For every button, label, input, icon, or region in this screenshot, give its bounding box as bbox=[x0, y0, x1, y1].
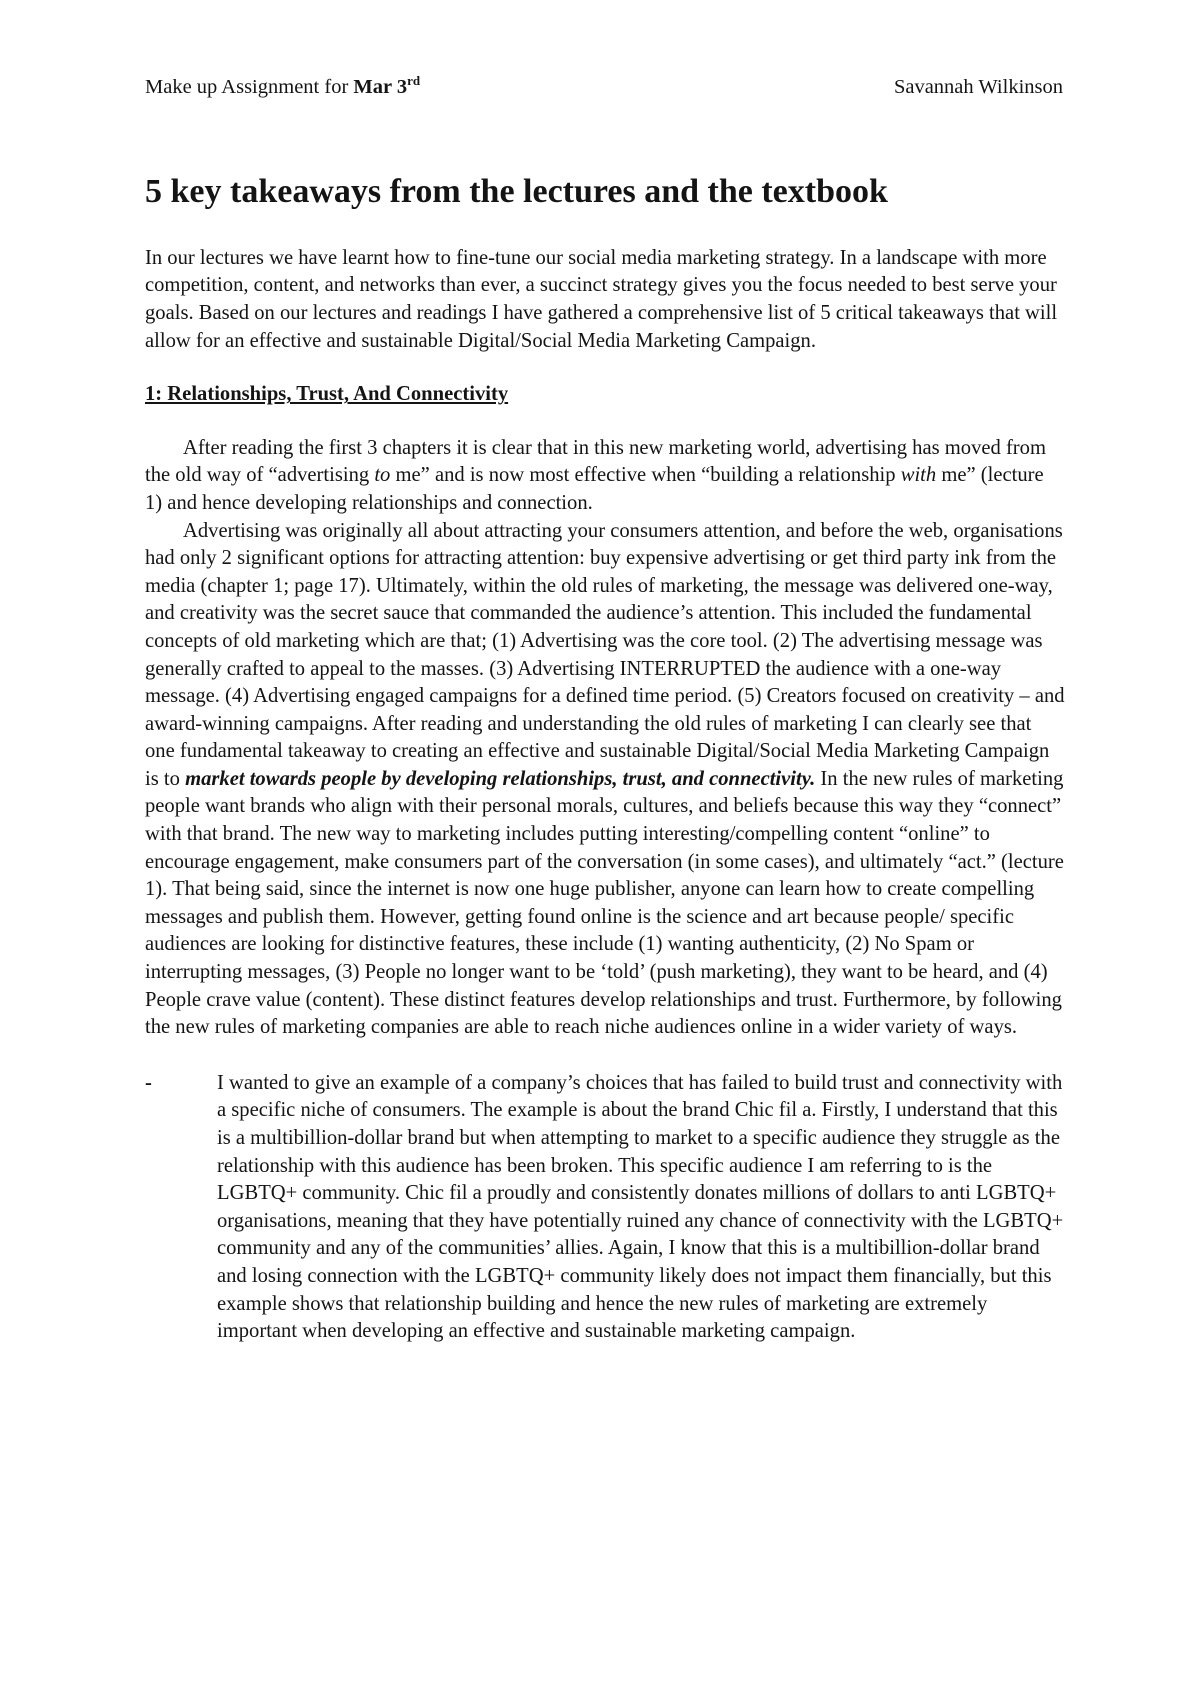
key-takeaway-emphasis: market towards people by developing relationships, trust, and connectivity. bbox=[185, 767, 816, 790]
section-heading: 1: Relationships, Trust, And Connectivity bbox=[145, 383, 509, 406]
author-name: Savannah Wilkinson bbox=[893, 76, 1063, 98]
intro-paragraph: In our lectures we have learnt how to fine-tune our social media marketing strategy. In a landscape with more competition, content, and networks than ever, a succinct strategy gives you the focus needed to best serve your goals. Based on our lectures and readings I have gathered a comprehensive list of 5 critical takeaways that will allow for an effective and sustainable Digital/Social Media Marketing Campaign. bbox=[145, 246, 1058, 352]
date-suffix: rd bbox=[407, 73, 421, 88]
bullet-marker: - bbox=[145, 1071, 152, 1094]
bullet-text: I wanted to give an example of a company’s choices that has failed to build trust and connectivity with a specific niche of consumers. The example is about the brand Chic fil a. Firstly, I understand that this is a multibillion-dollar brand but when attempting to market to a specific audience they struggle as the relationship with this audience has been broken. This specific audience I am referring to is the LGBTQ+ community. Chic fil a proudly and consistently donates millions of dollars to anti LGBTQ+ organisations, meaning that they have potentially ruined any chance of connectivity with the LGBTQ+ community and any of the communities’ allies. Again, I know that this is a multibillion-dollar brand and losing connection with the LGBTQ+ community likely does not impact them financially, but this example shows that relationship building and hence the new rules of marketing are extremely important when developing an effective and sustainable marketing campaign. bbox=[217, 1071, 1064, 1343]
list-item bbox=[145, 1070, 1065, 1346]
assignment-title: Make up Assignment for Mar 3rd bbox=[145, 73, 421, 98]
document-body bbox=[145, 172, 1065, 1346]
page-header bbox=[145, 74, 1063, 98]
body-paragraph-1: After reading the first 3 chapters it is clear that in this new marketing world, advertising has moved from the old way of “advertising to me” and is now most effective when “building a relationship with me” (lecture 1) and hence developing relationships and connection. bbox=[145, 436, 1046, 514]
emphasis-to: to bbox=[374, 464, 391, 487]
body-paragraph-2: Advertising was originally all about attracting your consumers attention, and before the web, organisations had only 2 significant options for attracting attention: buy expensive advertising or get third party ink from the media (chapter 1; page 17). Ultimately, within the old rules of marketing, the message was delivered one-way, and creativity was the secret sauce that commanded the audience’s attention. This included the fundamental concepts of old marketing which are that; (1) Advertising was the core tool. (2) The advertising message was generally crafted to appeal to the masses. (3) Advertising INTERRUPTED the audience with a one-way message. (4) Advertising engaged campaigns for a defined time period. (5) Creators focused on creativity – and award-winning campaigns. After reading and understanding the old rules of marketing I can clearly see that one fundamental takeaway to creating an effective and sustainable Digital/Social Media Marketing Campaign is to market towards people by developing relationships, trust, and connectivity. In the new rules of marketing people want brands who align with their personal morals, cultures, and beliefs because this way they “connect” with that brand. The new way to marketing includes putting interesting/compelling content “online” to encourage engagement, make consumers part of the conversation (in some cases), and ultimately “act.” (lecture 1). That being said, since the internet is now one huge publisher, anyone can learn how to create compelling messages and publish them. However, getting found online is the science and art because people/ specific audiences are looking for distinctive features, these include (1) wanting authenticity, (2) No Spam or interrupting messages, (3) People no longer want to be ‘told’ (push marketing), they want to be heard, and (4) People crave value (content). These distinct features develop relationships and trust. Furthermore, by following the new rules of marketing companies are able to reach niche audiences online in a wider variety of ways. bbox=[145, 519, 1065, 1039]
assignment-date: Mar 3 bbox=[353, 76, 408, 98]
emphasis-with: with bbox=[900, 464, 937, 487]
document-title: 5 key takeaways from the lectures and the textbook bbox=[145, 173, 888, 210]
